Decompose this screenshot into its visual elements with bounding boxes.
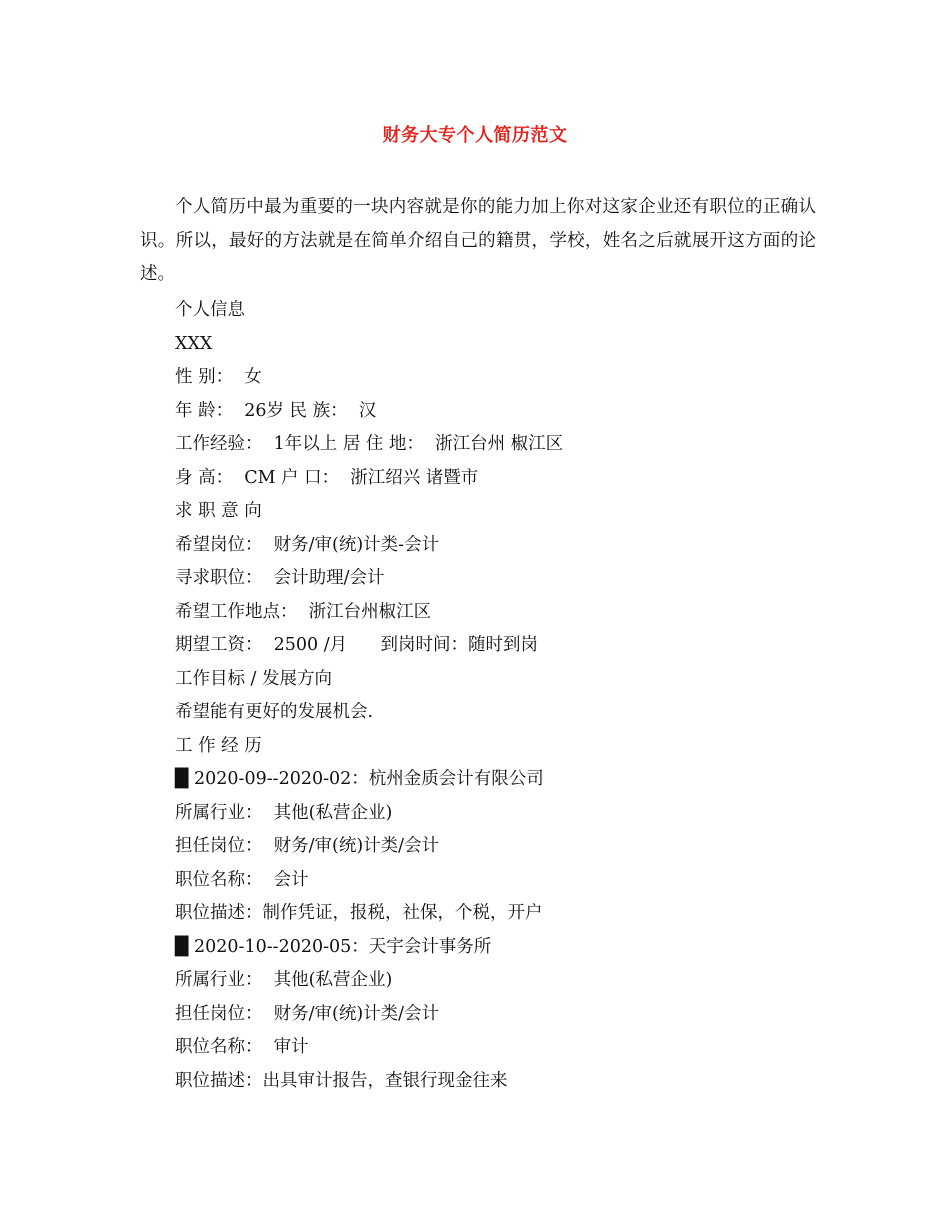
document-title: 财务大专个人简历范文 [382, 125, 568, 146]
section-heading-goals: 工作目标 / 发展方向 [175, 668, 333, 689]
job-entry-2-post: 担任岗位： 财务/审(统)计类/会计 [175, 1003, 440, 1024]
gender-line: 性 别： 女 [175, 367, 262, 387]
job-entry-2-description: 职位描述：出具审计报告，查银行现金往来 [175, 1070, 508, 1091]
job-entry-2-title: 职位名称： 审计 [175, 1037, 309, 1057]
sought-position-line: 寻求职位： 会计助理/会计 [175, 568, 385, 588]
job-entry-1-post: 担任岗位： 财务/审(统)计类/会计 [175, 836, 440, 856]
desired-post-line: 希望岗位： 财务/审(统)计类-会计 [175, 534, 440, 555]
section-heading-personal-info: 个人信息 [175, 300, 245, 320]
intro-paragraph: 个人简历中最为重要的一块内容就是你的能力加上你对这家企业还有职位的正确认识。所以，最好的方法就是在简单介绍自己的籍贯，学校，姓名之后就展开这方面的论述。 [140, 197, 816, 284]
desired-location-line: 希望工作地点： 浙江台州椒江区 [175, 601, 432, 622]
section-heading-work-history: 工 作 经 历 [175, 735, 262, 756]
job-entry-1-description: 职位描述：制作凭证，报税，社保，个税，开户 [175, 903, 543, 923]
job-entry-1-title: 职位名称： 会计 [175, 869, 309, 890]
job-entry-1-industry: 所属行业： 其他(私营企业) [175, 802, 393, 823]
height-hukou-line: 身 高： CM 户 口： 浙江绍兴 诸暨市 [175, 467, 479, 488]
resume-body [175, 294, 875, 1098]
section-heading-job-intention: 求 职 意 向 [175, 501, 262, 521]
age-ethnicity-line: 年 龄： 26岁 民 族： 汉 [175, 400, 377, 421]
job-entry-2-header: █ 2020-10--2020-05：天宇会计事务所 [175, 936, 492, 957]
goals-line: 希望能有更好的发展机会. [175, 702, 374, 722]
salary-availability-line: 期望工资： 2500 /月 到岗时间：随时到岗 [175, 635, 538, 655]
name-line: XXX [175, 333, 213, 354]
job-entry-1-header: █ 2020-09--2020-02：杭州金质会计有限公司 [175, 769, 544, 789]
job-entry-2-industry: 所属行业： 其他(私营企业) [175, 970, 393, 990]
experience-residence-line: 工作经验： 1年以上 居 住 地： 浙江台州 椒江区 [175, 434, 564, 454]
